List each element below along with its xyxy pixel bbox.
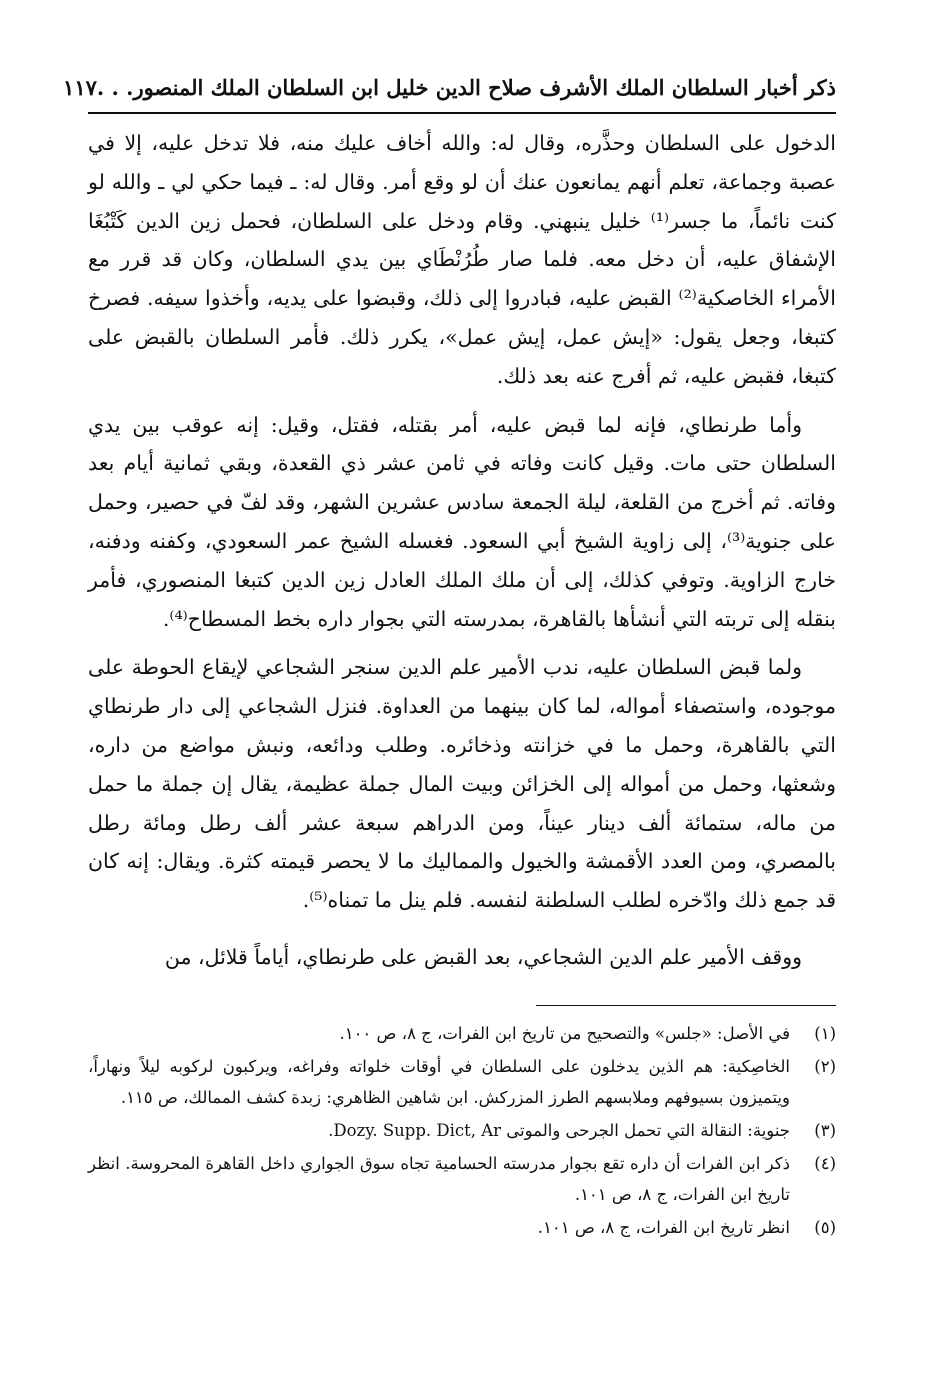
footnote-text: انظر تاريخ ابن الفرات، ج ٨، ص ١٠١. (537, 1217, 790, 1237)
page-number: ١١٧ (63, 75, 97, 100)
footnote (88, 1115, 836, 1146)
footnote-number: (٥) (814, 1217, 836, 1237)
footnote-number: (٤) (814, 1153, 836, 1173)
footnote-text: الخاصِكية: هم الذين يدخلون على السلطان في أوقات خلواته وفراغه، ويركبون لركوبه ليلاً ونهاراً، ويتميزون بسيوفهم وملابسهم الطرز المزركش. ابن شاهين الظاهري: زبدة كشف الممالك، ص ١١٥. (88, 1056, 790, 1107)
running-header (63, 70, 836, 114)
footnote-text: ذكر ابن الفرات أن داره تقع بجوار مدرسته الحسامية تجاه سوق الجواري داخل القاهرة المحروسة. انظر تاريخ ابن الفرات، ج ٨، ص ١٠١. (88, 1153, 790, 1204)
footnote (88, 1212, 836, 1243)
footnotes (88, 1018, 836, 1243)
footnote-text: جنوية: النقالة التي تحمل الجرحى والموتى Dozy. Supp. Dict, Ar. (328, 1120, 790, 1140)
footnote (88, 1051, 836, 1113)
footnote-number: (١) (814, 1023, 836, 1043)
paragraph: ووقف الأمير علم الدين الشجاعي، بعد القبض على طرنطاي، أياماً قلائل، من (164, 944, 802, 969)
footnote-separator (536, 1005, 836, 1006)
footnote-number: (٣) (814, 1120, 836, 1140)
footnote (88, 1148, 836, 1210)
footnote (88, 1018, 836, 1049)
paragraph: الدخول على السلطان وحذَّره، وقال له: والله أخاف عليك منه، فلا تدخل عليه، إلا في عصبة وجماعة، تعلم أنهم يمانعون عنك أن لو وقع أمر. وقال له: ـ فيما حكي لي ـ والله لو كنت نائماً، ما جسر⁽¹⁾ خليل ينبهني. وقام ودخل على السلطان، فحمل زين الدين كَتْبُغَا الإشفاق عليه، أن دخل معه. فلما صار طُرُنْطَاي بين يدي السلطان، وكان قد قرر مع الأمراء الخاصكية⁽²⁾ القبض عليه، فبادروا إلى ذلك، وقبضوا على يديه، وأخذوا سيفه. فصرخ كتبغا، وجعل يقول: «إيش عمل، إيش عمل»، يكرر ذلك. فأمر السلطان بالقبض على كتبغا، فقبض عليه، ثم أفرج عنه بعد ذلك. (88, 131, 837, 388)
body-text (88, 124, 836, 977)
paragraph: ولما قبض السلطان عليه، ندب الأمير علم الدين سنجر الشجاعي لإيقاع الحوطة على موجوده، واستصفاء أمواله، لما كان بينهما من العداوة. فنزل الشجاعي إلى دار طرنطاي التي بالقاهرة، وحمل ما في خزانته وذخائره. وطلب ودائعه، ونبش مواضع من داره، وشعثها، وحمل من أمواله إلى الخزائن وبيت المال جملة عظيمة، يقال إن جملة ما حمل من ماله، ستمائة ألف دينار عيناً، ومن الدراهم سبعة عشر ألف رطل ومائة رطل بالمصري، ومن العدد الأقمشة والخيول والمماليك ما لا يحصر قيمته كثرة. ويقال: إنه كان قد جمع ذلك وادّخره لطلب السلطنة لنفسه. فلم ينل ما تمناه⁽⁵⁾. (88, 655, 836, 913)
footnote-number: (٢) (814, 1056, 836, 1076)
paragraph: وأما طرنطاي، فإنه لما قبض عليه، أمر بقتله، فقتل، وقيل: إنه عوقب بين يدي السلطان حتى مات. وقيل كانت وفاته في ثامن عشر ذي القعدة، وبقي ثمانية أيام بعد وفاته. ثم أخرج من القلعة، ليلة الجمعة سادس عشرين الشهر، وقد لفّ في حصير، وحمل على جنوية⁽³⁾، إلى زاوية الشيخ أبي السعود. فغسله الشيخ عمر السعودي، وكفنه ودفنه، خارج الزاوية. وتوفي كذلك، إلى أن ملك الملك العادل زين الدين كتبغا المنصوري، فأمر بنقله إلى تربته التي أنشأها بالقاهرة، بمدرسته التي بجوار داره بخط المسطاح⁽⁴⁾. (88, 412, 836, 631)
book-page (63, 70, 837, 1245)
header-title: ذكر أخبار السلطان الملك الأشرف صلاح الدين خليل ابن السلطان الملك المنصور. . . (96, 75, 836, 100)
footnote-text: في الأصل: «جلس» والتصحيح من تاريخ ابن الفرات، ج ٨، ص ١٠٠. (339, 1023, 790, 1043)
